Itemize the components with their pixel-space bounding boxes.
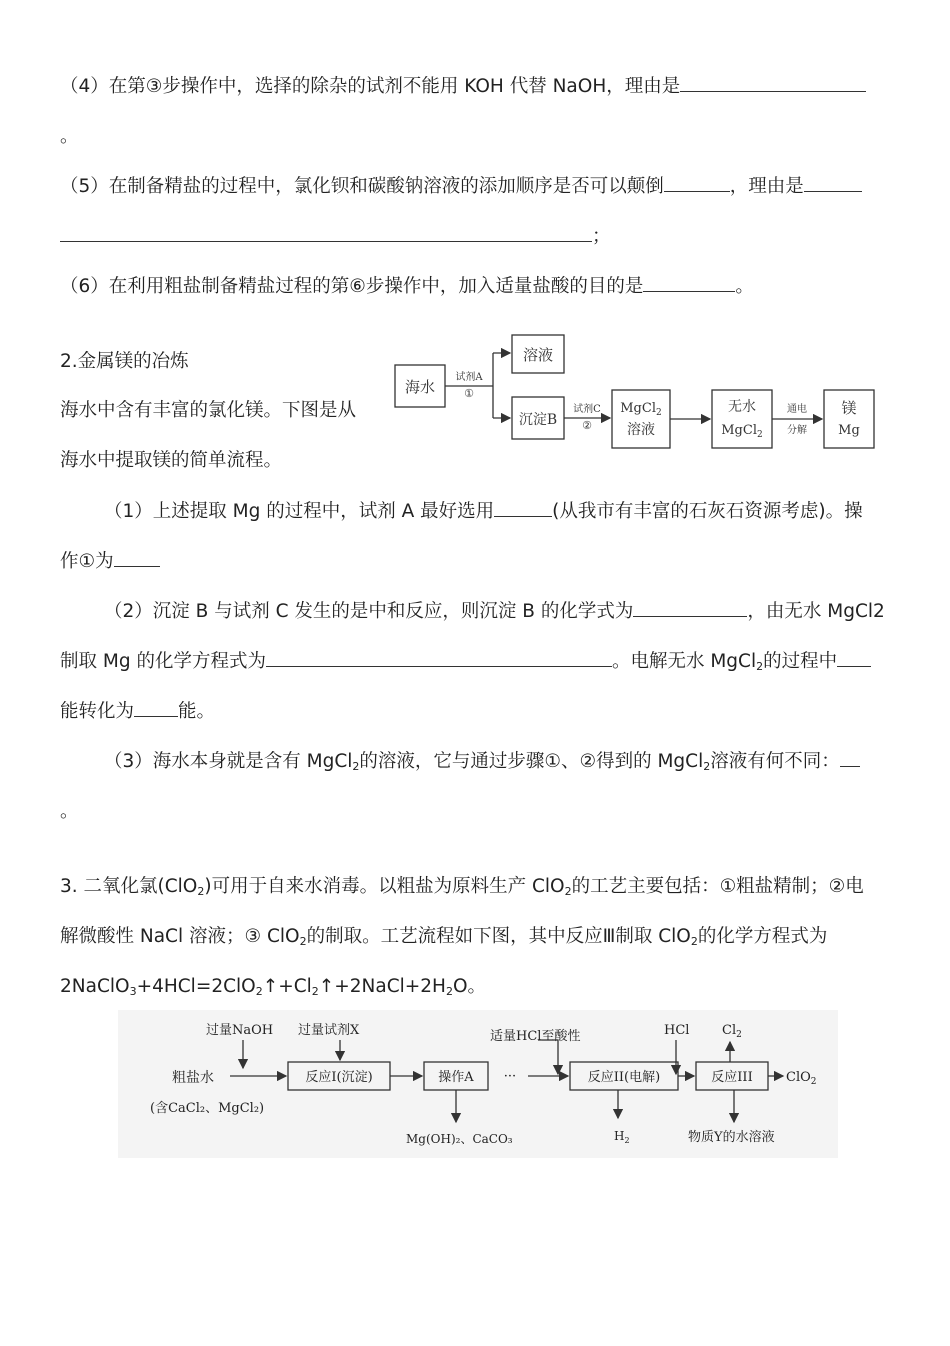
q5-reason-label: ，理由是 <box>729 176 804 197</box>
s2-q2-process-text: 的过程中 <box>763 651 838 672</box>
q5-answer-blank-1[interactable] <box>664 173 730 192</box>
mgcl2-solution-box <box>612 390 670 448</box>
reaction1-label: 反应I(沉淀) <box>305 1070 373 1085</box>
step1-label: ① <box>464 387 474 400</box>
section2-intro-1: 海水中含有丰富的氯化镁。下图是从 <box>60 400 357 421</box>
s2-q1-text: （1）上述提取 Mg 的过程中，试剂 A 最好选用 <box>104 501 495 522</box>
s2-q1-line-1 <box>104 498 863 525</box>
q6-line <box>60 273 754 300</box>
s3-l2-c: 的化学方程式为 <box>697 926 828 947</box>
s2-q3-sub-1: 2 <box>352 760 360 773</box>
eq-a: 2NaClO <box>60 976 130 997</box>
operation-a-label: 操作A <box>438 1070 474 1085</box>
precipitate-b-label: 沉淀B <box>518 412 558 428</box>
s2-q1-op-text: 作①为 <box>60 551 114 572</box>
s3-line-1 <box>60 874 864 905</box>
s2-q2-line-1 <box>104 598 885 625</box>
s2-q2-blank-3[interactable] <box>837 648 871 667</box>
s2-q2-blank-2[interactable] <box>266 648 612 667</box>
s3-l1-c: 的工艺主要包括：①粗盐精制；②电 <box>571 876 864 897</box>
s2-q1-note: (从我市有丰富的石灰石资源考虑)。操 <box>552 501 863 522</box>
magnesium-label-2: Mg <box>838 423 860 438</box>
reagent-a-label: 试剂A <box>455 372 483 383</box>
power-label: 通电 <box>787 404 807 415</box>
s2-q2-electrolysis-text: 。电解无水 MgCl <box>611 651 757 672</box>
q4-answer-blank[interactable] <box>680 73 866 92</box>
s2-q2-eq-text: 制取 Mg 的化学方程式为 <box>60 651 266 672</box>
s3-l1-s2: 2 <box>564 885 572 898</box>
precipitate-label: Mg(OH)₂、CaCO₃ <box>406 1132 513 1146</box>
s3-l2-b: 的制取。工艺流程如下图，其中反应Ⅲ制取 ClO <box>306 926 691 947</box>
s3-l1-b: )可用于自来水消毒。以粗盐为原料生产 ClO <box>204 876 565 897</box>
eq-s4: 2 <box>445 985 453 998</box>
s2-q2-line-2 <box>60 648 871 680</box>
q5-answer-blank-3[interactable] <box>60 223 592 242</box>
hcl-label: HCl <box>664 1023 690 1038</box>
magnesium-flowchart <box>390 330 890 455</box>
s2-q3-line-1 <box>104 748 860 780</box>
q6-text: （6）在利用粗盐制备精盐过程的第⑥步操作中，加入适量盐酸的目的是 <box>60 276 644 297</box>
seawater-label: 海水 <box>404 378 436 396</box>
s3-l1-a: 3. 二氧化氯(ClO <box>60 876 198 897</box>
eq-c: ↑+Cl <box>262 976 312 997</box>
anhydrous-label-2: MgCl$_2$ <box>721 423 763 440</box>
eq-s1: 3 <box>129 985 137 998</box>
clo2-product-label: ClO$_2$ <box>786 1070 817 1087</box>
cl2-label: $Cl_2$ <box>722 1023 742 1040</box>
h2-label: $H_2$ <box>614 1129 630 1145</box>
mgcl2-solution-label-1: MgCl$_2$ <box>620 401 662 418</box>
s2-q3-text-a: （3）海水本身就是含有 MgCl <box>104 751 353 772</box>
section2-title: 2.金属镁的冶炼 <box>60 351 189 372</box>
substance-y-label: 物质Y的水溶液 <box>688 1130 775 1145</box>
mgcl2-solution-label-2: 溶液 <box>627 422 655 438</box>
s2-q3-sub-2: 2 <box>703 760 711 773</box>
step2-label: ② <box>582 419 592 432</box>
crude-brine-label: 粗盐水 <box>172 1070 214 1086</box>
section2-intro-2: 海水中提取镁的简单流程。 <box>60 450 283 471</box>
s2-q3-blank[interactable] <box>840 748 860 767</box>
q6-answer-blank[interactable] <box>643 273 735 292</box>
q5-line <box>60 173 862 200</box>
reaction2-label: 反应II(电解) <box>587 1070 661 1085</box>
crude-brine-note: (含CaCl₂、MgCl₂) <box>150 1101 265 1116</box>
s2-q2-energy-end: 能。 <box>178 701 216 722</box>
eq-d: ↑+2NaCl+2H <box>318 976 446 997</box>
s3-equation <box>60 974 486 1005</box>
s2-q2-text: （2）沉淀 B 与试剂 C 发生的是中和反应，则沉淀 B 的化学式为 <box>104 601 634 622</box>
s2-q1-line-2 <box>60 548 160 575</box>
eq-s2: 2 <box>255 985 263 998</box>
q4-line <box>60 73 866 100</box>
s2-q1-blank-2[interactable] <box>114 548 160 567</box>
s2-q2-text-2: ，由无水 MgCl2 <box>747 601 885 622</box>
decompose-label: 分解 <box>787 425 807 436</box>
eq-s3: 2 <box>311 985 319 998</box>
q6-end: 。 <box>735 276 754 297</box>
s2-q3-text-b: 的溶液，它与通过步骤①、②得到的 MgCl <box>359 751 704 772</box>
s2-q2-blank-1[interactable] <box>633 598 747 617</box>
s3-l2-s2: 2 <box>690 935 698 948</box>
s2-q3-end: 。 <box>60 801 79 822</box>
s2-q2-blank-4[interactable] <box>134 698 178 717</box>
s2-q2-energy-text: 能转化为 <box>60 701 135 722</box>
s3-l2-a: 解微酸性 NaCl 溶液；③ ClO <box>60 926 300 947</box>
reagent-c-label: 试剂C <box>573 404 601 415</box>
ellipsis-label: ··· <box>503 1069 517 1084</box>
anhydrous-label-1: 无水 <box>728 399 756 415</box>
q5-text: （5）在制备精盐的过程中，氯化钡和碳酸钠溶液的添加顺序是否可以颠倒 <box>60 176 664 197</box>
hcl-acid-label: 适量HCl至酸性 <box>490 1029 581 1044</box>
q4-text: （4）在第③步操作中，选择的除杂的试剂不能用 KOH 代替 NaOH，理由是 <box>60 76 681 97</box>
reaction3-label: 反应III <box>711 1070 753 1085</box>
solution-label: 溶液 <box>522 346 554 364</box>
s2-q2-line-3 <box>60 698 215 725</box>
eq-e: O。 <box>452 976 487 997</box>
q5-line-2 <box>60 223 611 250</box>
reagent-x-label: 过量试剂X <box>298 1023 360 1038</box>
q5-answer-blank-2[interactable] <box>804 173 862 192</box>
q5-end: ； <box>592 226 611 247</box>
s2-q1-blank-1[interactable] <box>494 498 552 517</box>
eq-b: +4HCl=2ClO <box>136 976 256 997</box>
magnesium-label-1: 镁 <box>841 399 857 417</box>
s2-q3-text-c: 溶液有何不同： <box>710 751 840 772</box>
s3-l1-s1: 2 <box>197 885 205 898</box>
q4-end: 。 <box>60 126 79 147</box>
s3-line-2 <box>60 924 827 955</box>
s2-q2-sub: 2 <box>756 660 764 673</box>
naoh-label: 过量NaOH <box>206 1023 274 1038</box>
s3-l2-s1: 2 <box>299 935 307 948</box>
clo2-process-flowchart <box>118 1010 838 1158</box>
